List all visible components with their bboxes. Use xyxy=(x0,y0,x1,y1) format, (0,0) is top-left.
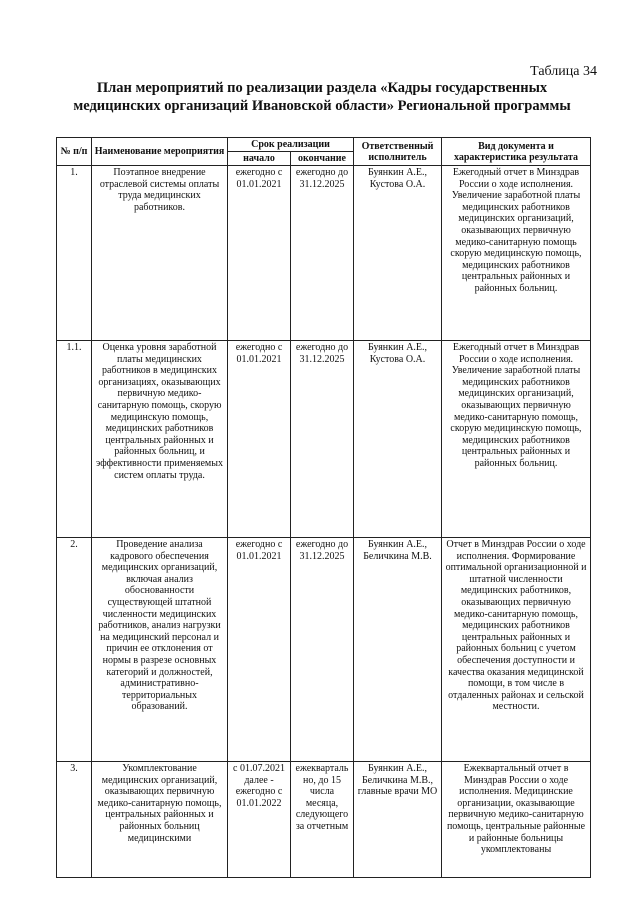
row-result: Отчет в Минздрав России о ходе исполнения. Формирование оптимальной организационной и штатной численности медицинских работников, оказывающих первичную медико-санитарную помощь, медицинских работников центральных районных и районных больниц с учетом обеспечения доступности и качества оказания медицинской помощи, в том числе в отдаленных районах и сельской местности. xyxy=(442,538,591,762)
row-start: с 01.07.2021 далее - ежегодно с 01.01.2022 xyxy=(228,762,291,878)
row-num: 3. xyxy=(57,762,92,878)
header-result: Вид документа и характеристика результата xyxy=(442,138,591,166)
table-row xyxy=(57,166,591,341)
row-responsible: Буянкин А.Е., Беличкина М.В. xyxy=(354,538,442,762)
header-start: начало xyxy=(228,152,291,166)
measures-table xyxy=(56,137,591,878)
row-num: 1.1. xyxy=(57,341,92,538)
header-row xyxy=(57,138,591,152)
row-start: ежегодно с 01.01.2021 xyxy=(228,538,291,762)
row-name: Проведение анализа кадрового обеспечения медицинских организаций, включая анализ обоснованности существующей штатной численности медицинских работников, анализ нагрузки на медицинский персонал и причин ее отклонения от нормы в разрезе основных категорий и должностей, административно-территориальных образований. xyxy=(92,538,228,762)
document-title: План мероприятий по реализации раздела «Кадры государственных медицинских организаций Ивановской области» Региональной программы xyxy=(73,80,571,114)
row-name: Поэтапное внедрение отраслевой системы оплаты труда медицинских работников. xyxy=(92,166,228,341)
row-end: ежеквартально, до 15 числа месяца, следующего за отчетным xyxy=(291,762,354,878)
row-responsible: Буянкин А.Е., Кустова О.А. xyxy=(354,166,442,341)
row-num: 2. xyxy=(57,538,92,762)
table-row xyxy=(57,762,591,878)
row-end: ежегодно до 31.12.2025 xyxy=(291,538,354,762)
header-period: Срок реализации xyxy=(228,138,354,152)
header-end: окончание xyxy=(291,152,354,166)
table-row xyxy=(57,341,591,538)
row-start: ежегодно с 01.01.2021 xyxy=(228,166,291,341)
row-result: Ежеквартальный отчет в Минздрав России о ходе исполнения. Медицинские организации, оказывающие первичную медико-санитарную помощь, центральные районные и районные больницы укомплектованы xyxy=(442,762,591,878)
row-result: Ежегодный отчет в Минздрав России о ходе исполнения. Увеличение заработной платы медицинских работников медицинских организаций, оказывающих первичную медико-санитарную помощь скорую медицинскую помощь, медицинских работников центральных районных и районных больниц. xyxy=(442,166,591,341)
table-label: Таблица 34 xyxy=(530,64,597,79)
row-name: Укомплектование медицинских организаций, оказывающих первичную медико-санитарную помощь, центральных районных и районных больниц медицинскими xyxy=(92,762,228,878)
row-start: ежегодно с 01.01.2021 xyxy=(228,341,291,538)
row-responsible: Буянкин А.Е., Беличкина М.В., главные врачи МО xyxy=(354,762,442,878)
row-result: Ежегодный отчет в Минздрав России о ходе исполнения. Увеличение заработной платы медицинских работников медицинских организаций, оказывающих первичную медико-санитарную помощь, скорую медицинскую помощь, медицинских работников центральных районных и районных больниц. xyxy=(442,341,591,538)
header-name: Наименование мероприятия xyxy=(92,138,228,166)
header-responsible: Ответственный исполнитель xyxy=(354,138,442,166)
row-end: ежегодно до 31.12.2025 xyxy=(291,341,354,538)
row-num: 1. xyxy=(57,166,92,341)
header-num: № п/п xyxy=(57,138,92,166)
row-end: ежегодно до 31.12.2025 xyxy=(291,166,354,341)
row-responsible: Буянкин А.Е., Кустова О.А. xyxy=(354,341,442,538)
row-name: Оценка уровня заработной платы медицинских работников в медицинских организациях, оказывающих первичную медико-санитарную помощь, скорую медицинскую помощь, медицинских работников центральных районных и районных больниц, и эффективности применяемых систем оплаты труда. xyxy=(92,341,228,538)
table-row xyxy=(57,538,591,762)
